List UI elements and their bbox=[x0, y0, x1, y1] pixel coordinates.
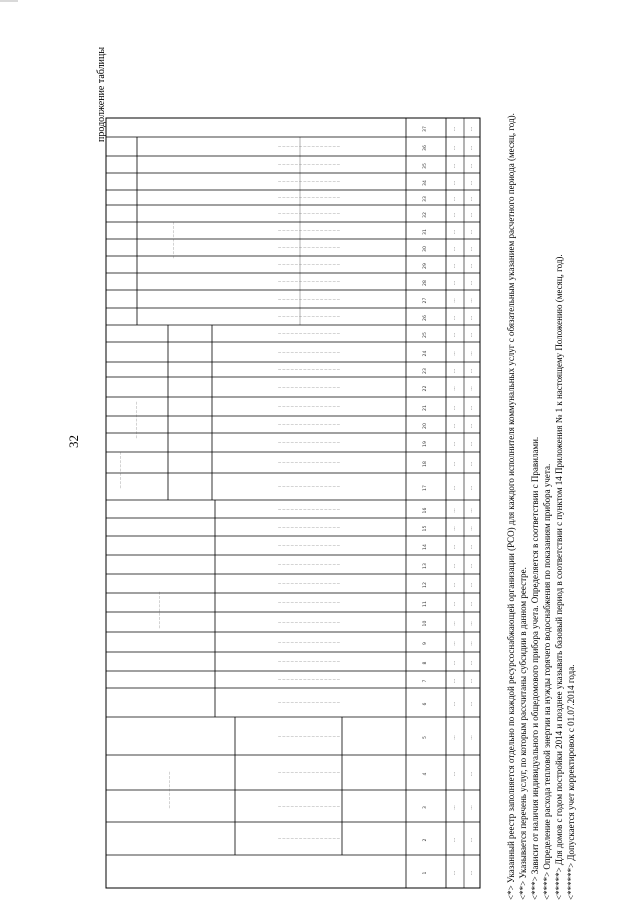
header-text: — — — — — — — — — — — — — — — bbox=[278, 659, 340, 664]
column-number: 28 bbox=[423, 280, 428, 286]
header-text: — — — — — — — — — — — — — — — bbox=[278, 279, 340, 284]
header-text: — — — — — — — — — — — — — — — bbox=[278, 562, 340, 567]
column-number: 22 bbox=[423, 385, 428, 392]
ellipsis-cell: ... bbox=[469, 805, 474, 810]
ellipsis-cell: ... bbox=[469, 246, 474, 252]
column-number: 3 bbox=[423, 806, 428, 809]
column-number: 8 bbox=[423, 661, 428, 665]
ellipsis-cell: ... bbox=[452, 280, 457, 286]
ellipsis-cell: ... bbox=[469, 837, 474, 843]
column-number: 11 bbox=[423, 601, 428, 607]
ellipsis-cell: ... bbox=[452, 563, 457, 569]
column-number: 1 bbox=[423, 871, 428, 875]
column-number: 13 bbox=[423, 563, 428, 569]
column-number: 15 bbox=[423, 525, 428, 532]
ellipsis-cell: ... bbox=[469, 508, 474, 513]
ellipsis-cell: ... bbox=[452, 126, 457, 132]
header-text: — — — — — — — — — — — — — — — bbox=[278, 314, 340, 319]
column-number: 30 bbox=[423, 246, 428, 252]
ellipsis-cell: ... bbox=[469, 701, 474, 707]
ellipsis-cell: ... bbox=[452, 508, 457, 513]
ellipsis-cell: ... bbox=[469, 485, 474, 491]
header-text: — — — — — — — — — — — — — — — bbox=[278, 836, 340, 841]
ellipsis-cell: ... bbox=[452, 368, 457, 374]
header-text: — — — — — — — — — — — — — — — bbox=[278, 700, 340, 705]
ellipsis-cell: ... bbox=[452, 870, 457, 876]
column-number: 19 bbox=[423, 441, 428, 447]
header-text: — — — — — — — — — — — — — — — bbox=[278, 734, 340, 738]
header-text: — — — — — — — — — — — — — — — bbox=[278, 404, 340, 409]
ellipsis-cell: ... bbox=[452, 298, 457, 303]
column-number: 14 bbox=[423, 544, 428, 550]
footnote: <**> Указывается перечень услуг, по которым рассчитаны субсидии в данном реестре. bbox=[518, 567, 528, 900]
ellipsis-cell: ... bbox=[452, 641, 457, 646]
header-text: — — — — — — — — — — — — — — — bbox=[278, 770, 340, 775]
column-number: 32 bbox=[423, 212, 428, 218]
ellipsis-cell: ... bbox=[469, 405, 474, 411]
header-text: — — — — — — — — — — — — — — — bbox=[278, 440, 340, 445]
ellipsis-cell: ... bbox=[452, 660, 457, 666]
ellipsis-cell: ... bbox=[452, 163, 457, 169]
header-text: — — — — — — — — — — — — — — — bbox=[278, 620, 340, 624]
header-text: — — — — — — — — — — — — — — — bbox=[278, 211, 340, 216]
group-header: — — — — — — — — — bbox=[134, 401, 138, 439]
page-number: 32 bbox=[66, 435, 81, 448]
ellipsis-cell: ... bbox=[469, 315, 474, 321]
ellipsis-cell: ... bbox=[469, 145, 474, 151]
ellipsis-cell: ... bbox=[469, 621, 474, 626]
ellipsis-cell: ... bbox=[469, 423, 474, 429]
column-number: 35 bbox=[423, 163, 428, 169]
ellipsis-cell: ... bbox=[452, 315, 457, 321]
ellipsis-cell: ... bbox=[452, 332, 457, 338]
ellipsis-cell: ... bbox=[469, 641, 474, 646]
header-text: — — — — — — — — — — — — — — — bbox=[278, 385, 340, 389]
header-text: — — — — — — — — — — — — — — — bbox=[278, 677, 340, 682]
column-number: 2 bbox=[423, 838, 428, 842]
column-number: 27 bbox=[423, 297, 428, 304]
ellipsis-cell: ... bbox=[469, 544, 474, 550]
ellipsis-cell: ... bbox=[452, 601, 457, 607]
ellipsis-cell: ... bbox=[469, 263, 474, 269]
ellipsis-cell: ... bbox=[452, 246, 457, 252]
ellipsis-cell: ... bbox=[469, 563, 474, 569]
footnote: <***> Зависит от наличия индивидуального и общедомового прибора учета. Определяется в соответствии с Правилами. bbox=[530, 436, 540, 900]
column-number: 20 bbox=[423, 423, 428, 429]
column-number: 16 bbox=[423, 507, 428, 514]
ellipsis-cell: ... bbox=[469, 280, 474, 286]
ellipsis-cell: ... bbox=[469, 229, 474, 235]
ellipsis-cell: ... bbox=[452, 621, 457, 626]
column-number: 7 bbox=[423, 679, 428, 683]
column-number: 26 bbox=[423, 315, 428, 321]
header-text: — — — — — — — — — — — — — — — bbox=[278, 507, 340, 511]
column-number: 4 bbox=[423, 772, 428, 776]
ellipsis-cell: ... bbox=[452, 145, 457, 151]
group-header: — — — — — — — — — bbox=[118, 451, 123, 489]
ellipsis-cell: ... bbox=[452, 263, 457, 269]
ellipsis-cell: ... bbox=[469, 332, 474, 338]
group-header: — — — — — — — — — bbox=[171, 221, 176, 259]
column-number: 31 bbox=[423, 229, 428, 235]
header-text: — — — — — — — — — — — — — — — bbox=[278, 460, 340, 465]
footnote: <******> Допускается учет корректировок с 01.07.2014 года. bbox=[566, 664, 576, 900]
ellipsis-cell: ... bbox=[452, 582, 457, 588]
ellipsis-cell: ... bbox=[469, 368, 474, 374]
footnote: <*> Указанный реестр заполняется отдельно по каждой ресурсоснабжающей организации (РСО) для каждого исполнителя коммунальных услуг с обязательным указанием расчетного периода (месяц, год). bbox=[506, 113, 516, 900]
footnote: <****> Определение расхода тепловой энергии на нужды горячего водоснабжения по показаниям прибора учета. bbox=[542, 463, 552, 900]
column-number: 6 bbox=[423, 702, 428, 706]
header-text: — — — — — — — — — — — — — — — bbox=[278, 195, 340, 200]
header-text: — — — — — — — — — — — — — — — bbox=[278, 543, 340, 548]
ellipsis-cell: ... bbox=[469, 196, 474, 202]
ellipsis-cell: ... bbox=[452, 229, 457, 235]
ellipsis-cell: ... bbox=[452, 461, 457, 467]
footnote: <*****> Для домов с годом постройки 2014 и позднее указывать базовый период в соответствии с пунктом 14 Приложения № 1 к настоящему Положению (месяц, год). bbox=[554, 254, 564, 900]
header-text: — — — — — — — — — — — — — — — bbox=[278, 640, 340, 644]
header-text: — — — — — — — — — — — — — — — bbox=[278, 262, 340, 267]
ellipsis-cell: ... bbox=[452, 196, 457, 202]
header-text: — — — — — — — — — — — — — — — bbox=[278, 484, 340, 489]
header-text: — — — — — — — — — — — — — — — bbox=[278, 804, 340, 808]
ellipsis-cell: ... bbox=[469, 678, 474, 684]
ellipsis-cell: ... bbox=[452, 441, 457, 447]
ellipsis-cell: ... bbox=[469, 351, 474, 356]
ellipsis-cell: ... bbox=[469, 461, 474, 467]
ellipsis-cell: ... bbox=[452, 423, 457, 429]
ellipsis-cell: ... bbox=[452, 485, 457, 491]
column-number: 18 bbox=[423, 461, 428, 467]
ellipsis-cell: ... bbox=[452, 701, 457, 707]
ellipsis-cell: ... bbox=[452, 405, 457, 411]
column-number: 10 bbox=[423, 620, 428, 627]
header-text: — — — — — — — — — — — — — — — bbox=[278, 367, 340, 372]
ellipsis-cell: ... bbox=[452, 212, 457, 218]
column-number: 17 bbox=[423, 485, 428, 491]
ellipsis-cell: ... bbox=[452, 386, 457, 391]
header-text: — — — — — — — — — — — — — — — bbox=[278, 600, 340, 605]
column-number: 36 bbox=[423, 145, 428, 151]
column-number: 24 bbox=[423, 350, 428, 357]
ellipsis-cell: ... bbox=[452, 180, 457, 186]
ellipsis-cell: ... bbox=[469, 526, 474, 531]
ellipsis-cell: ... bbox=[469, 441, 474, 447]
ellipsis-cell: ... bbox=[452, 837, 457, 843]
ellipsis-cell: ... bbox=[469, 870, 474, 876]
column-number: 25 bbox=[423, 332, 428, 338]
ellipsis-cell: ... bbox=[452, 678, 457, 684]
ellipsis-cell: ... bbox=[469, 771, 474, 777]
ellipsis-cell: ... bbox=[469, 601, 474, 607]
column-number: 23 bbox=[423, 368, 428, 374]
ellipsis-cell: ... bbox=[469, 212, 474, 218]
header-text: — — — — — — — — — — — — — — — bbox=[278, 144, 340, 149]
header-text: — — — — — — — — — — — — — — — bbox=[278, 331, 340, 336]
ellipsis-cell: ... bbox=[452, 526, 457, 531]
ellipsis-cell: ... bbox=[469, 735, 474, 740]
header-text: — — — — — — — — — — — — — — — bbox=[278, 245, 340, 250]
column-number: 21 bbox=[423, 405, 428, 411]
ellipsis-cell: ... bbox=[469, 180, 474, 186]
header-text: — — — — — — — — — — — — — — — bbox=[278, 350, 340, 354]
column-number: 9 bbox=[423, 642, 428, 645]
footnotes bbox=[505, 20, 577, 900]
column-number: 12 bbox=[423, 582, 428, 588]
header-text: — — — — — — — — — — — — — — — bbox=[278, 581, 340, 586]
ellipsis-cell: ... bbox=[469, 298, 474, 303]
column-number: 34 bbox=[423, 180, 428, 186]
ellipsis-cell: ... bbox=[469, 163, 474, 169]
ellipsis-cell: ... bbox=[452, 351, 457, 356]
ellipsis-cell: ... bbox=[469, 126, 474, 132]
header-text: — — — — — — — — — — — — — — — bbox=[278, 525, 340, 529]
header-text: — — — — — — — — — — — — — — — bbox=[278, 179, 340, 184]
column-number: 29 bbox=[423, 263, 428, 269]
header-text: — — — — — — — — — — — — — — — bbox=[278, 228, 340, 233]
header-text: — — — — — — — — — — — — — — — bbox=[278, 162, 340, 167]
continuation-label: продолжение таблицы bbox=[96, 46, 107, 142]
ellipsis-cell: ... bbox=[469, 582, 474, 588]
column-number: 5 bbox=[423, 736, 428, 739]
ellipsis-cell: ... bbox=[469, 386, 474, 391]
ellipsis-cell: ... bbox=[452, 771, 457, 777]
group-header: — — — — — — — — — bbox=[167, 771, 172, 809]
ellipsis-cell: ... bbox=[452, 735, 457, 740]
group-header: — — — — — — — — — bbox=[157, 591, 162, 629]
column-number: 37 bbox=[423, 126, 428, 132]
header-text: — — — — — — — — — — — — — — — bbox=[278, 422, 340, 427]
ellipsis-cell: ... bbox=[469, 660, 474, 666]
column-number: 33 bbox=[423, 196, 428, 202]
ellipsis-cell: ... bbox=[452, 544, 457, 550]
ellipsis-cell: ... bbox=[452, 805, 457, 810]
header-text: — — — — — — — — — — — — — — — bbox=[278, 297, 340, 301]
